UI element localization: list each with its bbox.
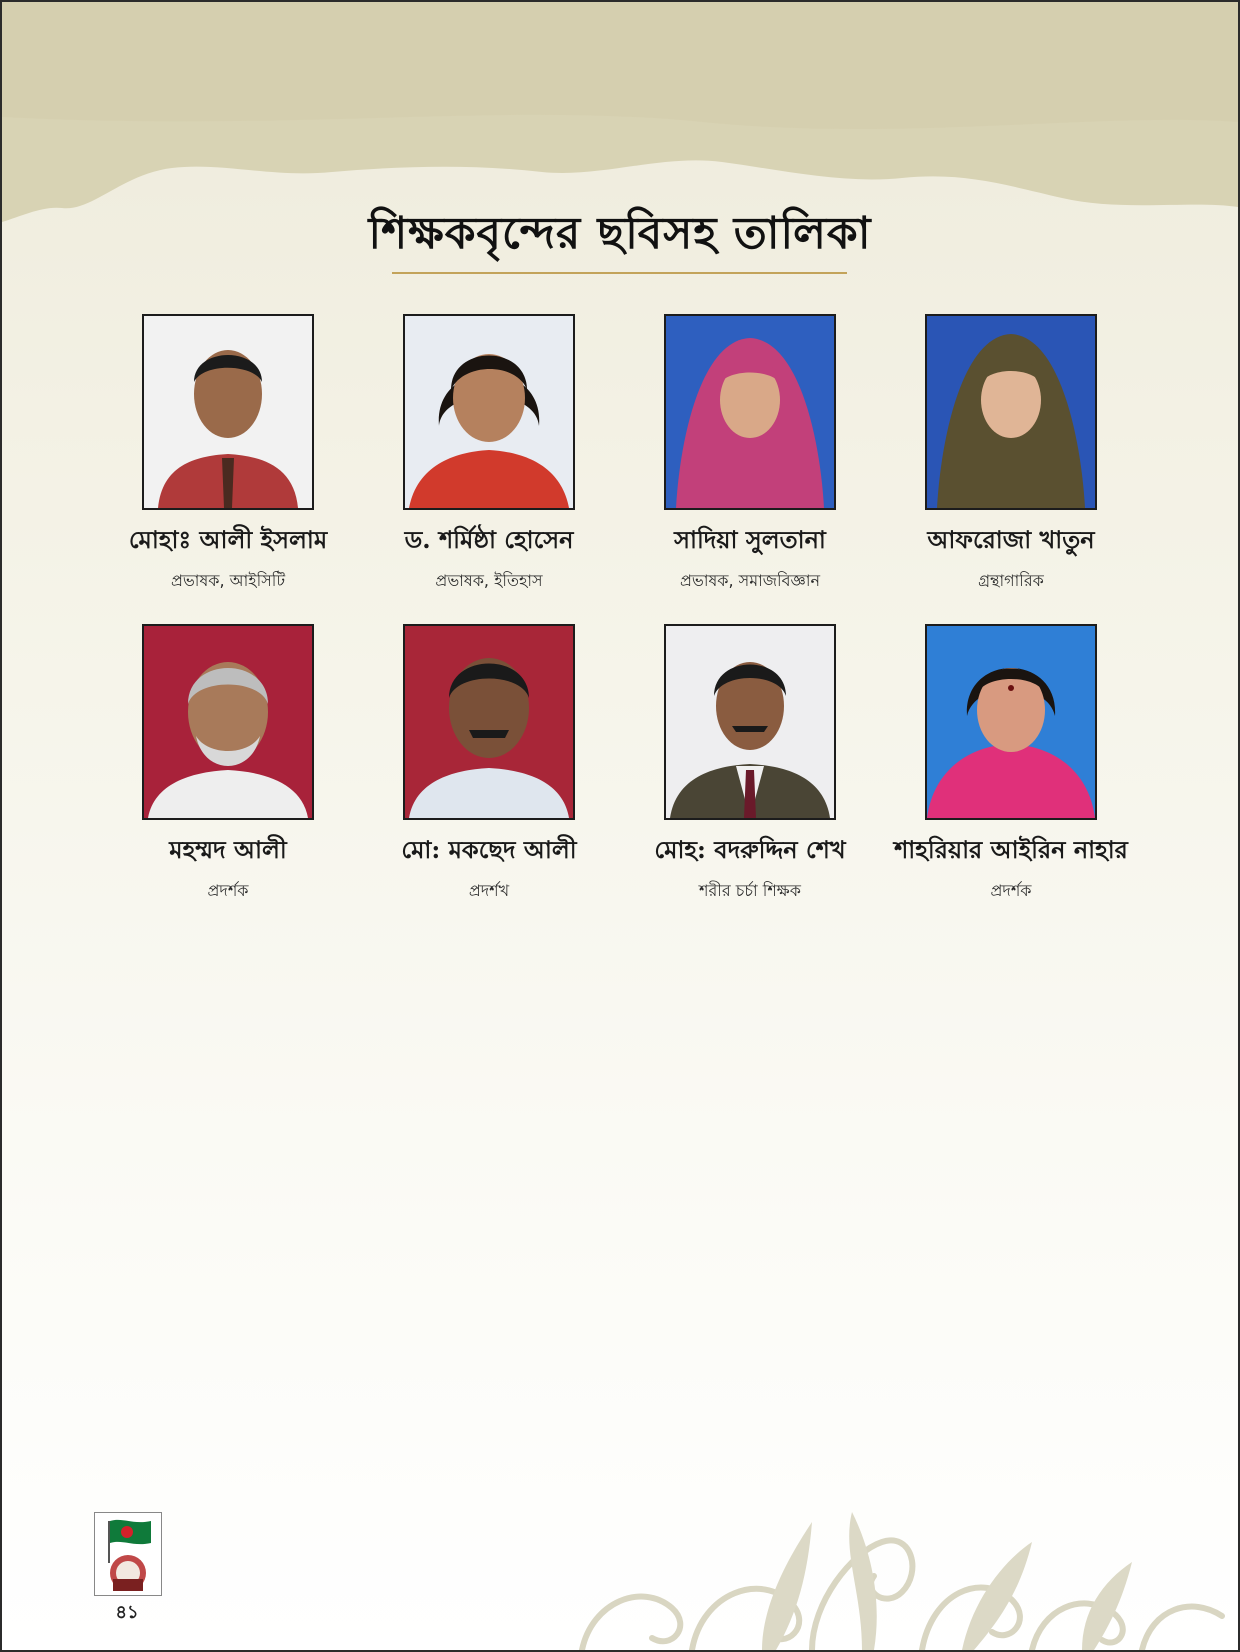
teacher-name: শাহরিয়ার আইরিন নাহার xyxy=(894,835,1128,864)
teacher-name: মোহাঃ আলী ইসলাম xyxy=(128,525,328,554)
teacher-card xyxy=(871,314,1151,595)
college-logo xyxy=(94,1512,162,1596)
teacher-photo xyxy=(664,624,836,820)
teacher-card xyxy=(610,314,890,595)
page-number: ৪১ xyxy=(115,1602,139,1623)
teacher-role: প্রদর্শক xyxy=(207,881,249,900)
teacher-role: প্রদর্শখ xyxy=(468,881,510,900)
teacher-name: মোহ: বদরুদ্দিন শেখ xyxy=(654,835,846,864)
teacher-photo xyxy=(925,624,1097,820)
teacher-photo xyxy=(403,624,575,820)
teacher-role: প্রদর্শক xyxy=(990,881,1032,900)
teacher-name: মো: মকছেদ আলী xyxy=(401,835,577,864)
teacher-role: প্রভাষক, আইসিটি xyxy=(170,571,286,590)
teacher-role: প্রভাষক, ইতিহাস xyxy=(435,571,543,590)
teacher-photo xyxy=(664,314,836,510)
title-underline xyxy=(392,272,847,274)
teacher-name: মহম্মদ আলী xyxy=(169,835,287,864)
teacher-photo xyxy=(403,314,575,510)
teacher-card xyxy=(349,314,629,595)
teacher-role: গ্রন্থাগারিক xyxy=(978,571,1044,590)
teacher-name: আফরোজা খাতুন xyxy=(927,525,1095,554)
floral-ornament xyxy=(562,1512,1238,1650)
teacher-card xyxy=(88,314,368,595)
teacher-card xyxy=(88,624,368,905)
teacher-name: সাদিয়া সুলতানা xyxy=(674,525,826,554)
teacher-role: শরীর চর্চা শিক্ষক xyxy=(699,881,801,900)
teacher-role: প্রভাষক, সমাজবিজ্ঞান xyxy=(679,571,821,590)
teacher-photo xyxy=(142,624,314,820)
page-title: শিক্ষকবৃন্দের ছবিসহ তালিকা xyxy=(368,208,872,259)
teacher-card xyxy=(349,624,629,905)
teacher-card xyxy=(610,624,890,905)
teacher-photo xyxy=(925,314,1097,510)
teacher-name: ড. শর্মিষ্ঠা হোসেন xyxy=(404,525,574,554)
teacher-photo xyxy=(142,314,314,510)
teacher-card xyxy=(871,624,1151,905)
